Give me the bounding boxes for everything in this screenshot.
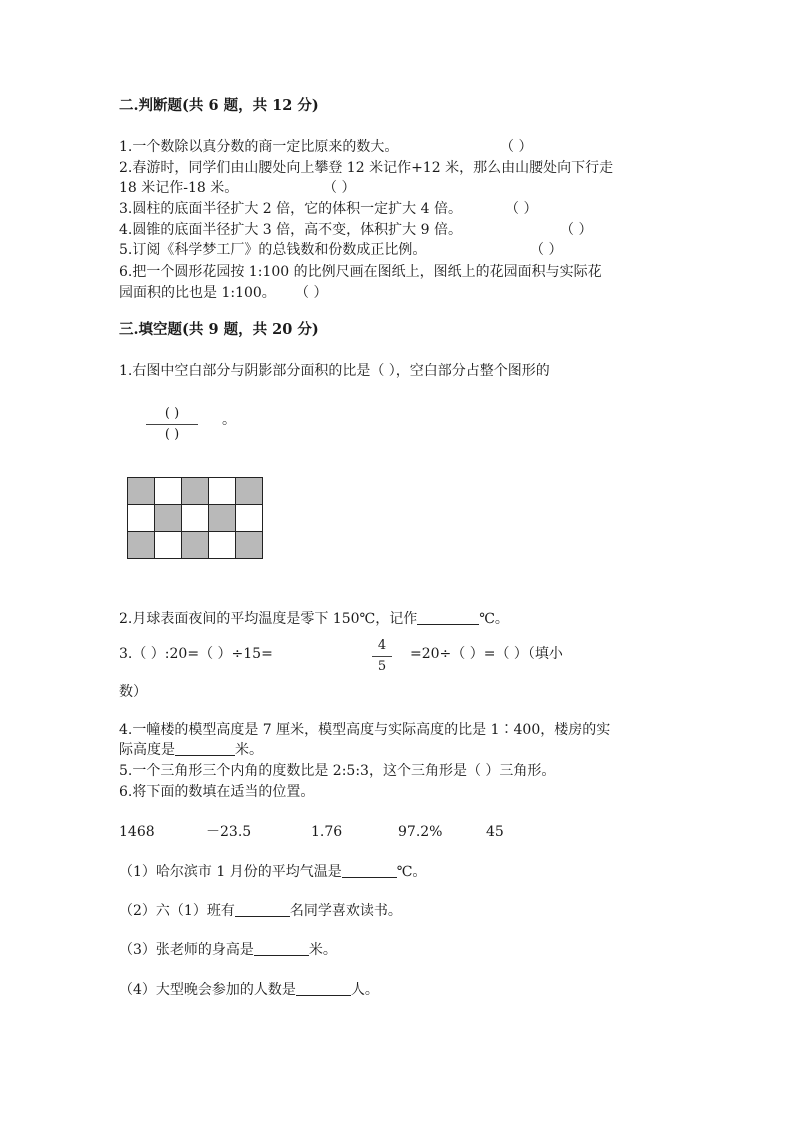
grid-row [128, 532, 263, 559]
sub3-text: （3）张老师的身高是 [119, 942, 254, 958]
s2-q2-answer-paren[interactable]: （ ） [323, 180, 356, 196]
grid-cell-shaded [236, 532, 263, 559]
s3-question-3-part2: =20÷（ ）=（ ）（填小 [410, 646, 563, 662]
fraction-bar [146, 424, 198, 425]
sub4-blank[interactable] [296, 981, 351, 996]
grid-row [128, 478, 263, 505]
s2-question-6-line2: 园面积的比也是 1:100。 [119, 285, 276, 301]
s3-q1-fraction-end: 。 [222, 412, 236, 428]
grid-cell-blank [209, 532, 236, 559]
s3-question-3-part1: 3.（ ）:20=（ ）÷15= [119, 646, 273, 662]
grid-cell-blank [182, 505, 209, 532]
shaded-grid-figure [127, 477, 263, 559]
s2-question-2-line2: 18 米记作-18 米。 [119, 180, 239, 196]
s3-question-6: 6.将下面的数填在适当的位置。 [119, 784, 315, 800]
fraction-denominator: 5 [377, 659, 387, 674]
sub1-text: （1）哈尔滨市 1 月份的平均气温是 [119, 864, 342, 880]
s3-q2-unit: ℃。 [479, 611, 509, 627]
s2-q1-answer-paren[interactable]: （ ） [500, 139, 533, 155]
fraction-numerator: 4 [377, 638, 387, 653]
s3-q3-fraction [372, 638, 392, 675]
s2-question-6-line1: 6.把一个圆形花园按 1:100 的比例尺画在图纸上，图纸上的花园面积与实际花 [119, 264, 602, 280]
s2-q6-answer-paren[interactable]: （ ） [295, 285, 328, 301]
s3-question-3-part3: 数） [119, 684, 147, 700]
s3-q2-text: 2.月球表面夜间的平均温度是零下 150℃，记作 [119, 611, 418, 627]
fraction-denominator: ( ) [164, 427, 180, 442]
s3-question-2 [119, 609, 509, 629]
s3-q1-fraction[interactable] [146, 406, 198, 443]
sub-question-1 [119, 862, 426, 882]
sub-question-3 [119, 940, 337, 960]
grid-cell-shaded [128, 478, 155, 505]
grid-cell-shaded [209, 505, 236, 532]
s2-question-2-line1: 2.春游时，同学们由山腰处向上攀登 12 米记作+12 米，那么由山腰处向下行走 [119, 160, 614, 176]
sub2-blank[interactable] [235, 902, 290, 917]
s2-q5-answer-paren[interactable]: （ ） [530, 242, 563, 258]
sub2-text: （2）六（1）班有 [119, 903, 235, 919]
section2-heading: 二.判断题(共 6 题，共 12 分) [119, 97, 319, 114]
s2-question-4: 4.圆锥的底面半径扩大 3 倍，高不变，体积扩大 9 倍。 [119, 222, 462, 238]
s2-question-1: 1.一个数除以真分数的商一定比原来的数大。 [119, 139, 399, 155]
s3-q4-blank[interactable] [175, 741, 235, 756]
s3-q2-blank[interactable] [417, 610, 479, 625]
sub4-text: （4）大型晚会参加的人数是 [119, 982, 296, 998]
grid-cell-blank [209, 478, 236, 505]
sub3-unit: 米。 [308, 942, 337, 958]
fraction-bar [372, 656, 392, 657]
sub2-unit: 名同学喜欢读书。 [289, 903, 402, 919]
grid-cell-blank [128, 505, 155, 532]
sub3-blank[interactable] [254, 941, 309, 956]
grid-cell-shaded [155, 505, 182, 532]
grid-cell-shaded [128, 532, 155, 559]
sub-question-2 [119, 901, 402, 921]
grid-row [128, 505, 263, 532]
sub-question-4 [119, 980, 379, 1000]
s2-q3-answer-paren[interactable]: （ ） [505, 201, 538, 217]
grid-cell-blank [236, 505, 263, 532]
grid-cell-shaded [182, 478, 209, 505]
grid-cell-shaded [182, 532, 209, 559]
s3-q4-unit: 米。 [235, 742, 263, 758]
s3-question-1: 1.右图中空白部分与阴影部分面积的比是（ ），空白部分占整个图形的 [119, 363, 550, 379]
number-item: －23.5 [206, 824, 252, 840]
section3-heading: 三.填空题(共 9 题，共 20 分) [119, 321, 319, 338]
grid-cell-blank [155, 478, 182, 505]
sub1-unit: ℃。 [396, 864, 427, 880]
s2-question-3: 3.圆柱的底面半径扩大 2 倍，它的体积一定扩大 4 倍。 [119, 201, 462, 217]
s3-q4-text: 际高度是 [119, 742, 175, 758]
number-item: 45 [486, 824, 504, 840]
s2-question-5: 5.订阅《科学梦工厂》的总钱数和份数成正比例。 [119, 242, 427, 258]
fraction-numerator: ( ) [164, 406, 180, 421]
grid-cell-blank [155, 532, 182, 559]
s3-question-5: 5.一个三角形三个内角的度数比是 2:5:3，这个三角形是（ ）三角形。 [119, 763, 556, 779]
sub4-unit: 人。 [350, 982, 379, 998]
s2-q4-answer-paren[interactable]: （ ） [560, 222, 593, 238]
sub1-blank[interactable] [342, 863, 397, 878]
s3-question-4-line1: 4.一幢楼的模型高度是 7 厘米，模型高度与实际高度的比是 1∶400，楼房的实 [119, 722, 611, 738]
number-item: 1468 [119, 824, 155, 840]
number-item: 1.76 [311, 824, 343, 840]
number-item: 97.2% [398, 824, 443, 840]
grid-cell-shaded [236, 478, 263, 505]
s3-question-4-line2 [119, 740, 263, 760]
